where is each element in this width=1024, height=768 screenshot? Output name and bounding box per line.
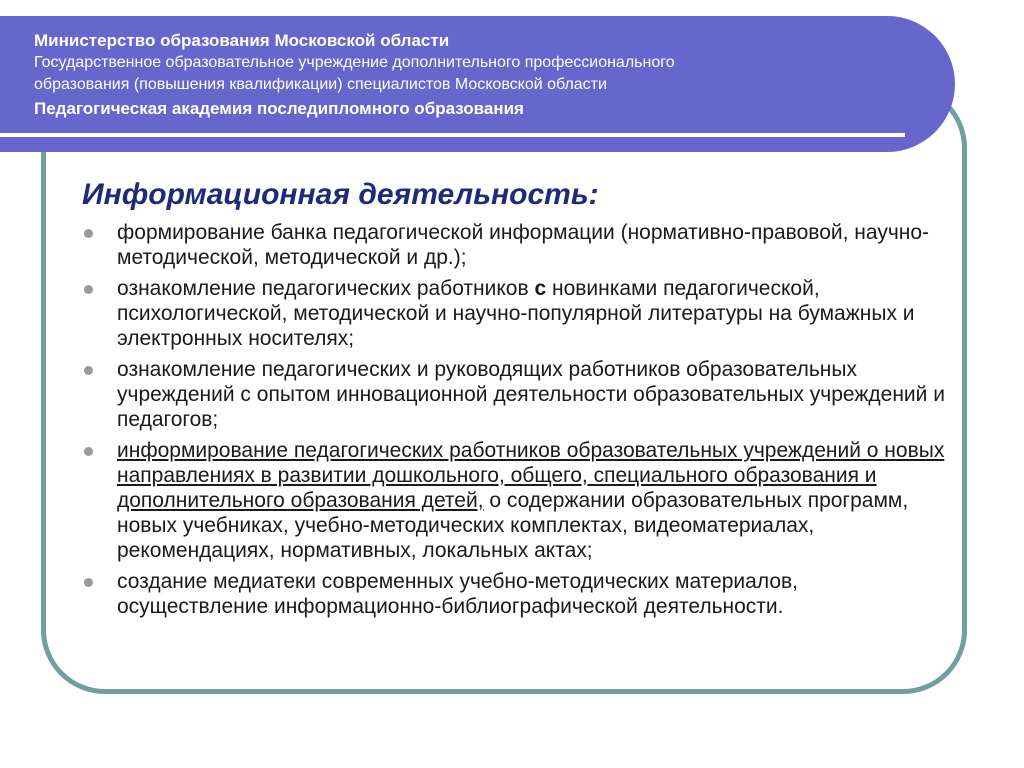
header: [34, 30, 894, 120]
list-item: [82, 276, 952, 351]
page-title: Информационная деятельность:: [82, 178, 599, 211]
list-item-text-bold: с: [534, 277, 547, 300]
ministry-name: Министерство образования Московской области: [34, 31, 450, 50]
list-item-text: формирование банка педагогической информации (нормативно-правовой, научно-методической, методической и др.);: [117, 221, 930, 269]
list-item-text: ознакомление педагогических и руководящих работников образовательных учреждений с опытом инновационной деятельности образовательных учреждений и педагогов;: [117, 358, 945, 431]
list-item-text-underlined: информирование педагогических работников образовательных учреждений о новых направлениях в развитии дошкольного, общего, специального образования и дополнительного образования детей,: [117, 439, 945, 512]
bullet-icon: [84, 229, 93, 238]
institution-line-2: образования (повышения квалификации) специалистов Московской области: [34, 76, 607, 93]
bullet-icon: [84, 578, 93, 587]
list-item: [82, 357, 952, 432]
list-item-text-before: ознакомление педагогических работников: [117, 277, 535, 300]
list-item: [82, 220, 952, 270]
list-item-text-after: новинками педагогической, психологической, методической и научно-популярной литературы на бумажных и электронных носителях;: [117, 277, 915, 350]
academy-name: Педагогическая академия последипломного образования: [34, 99, 524, 118]
bullet-list: [82, 220, 952, 619]
main-content: [82, 176, 952, 625]
list-item: [82, 438, 952, 563]
list-item: [82, 569, 952, 619]
bullet-icon: [84, 447, 93, 456]
list-item-text-after: о содержании образовательных программ, новых учебниках, учебно-методических комплектах, видеоматериалах, рекомендациях, нормативных, локальных актах;: [117, 489, 909, 562]
list-item-text: создание медиатеки современных учебно-методических материалов, осуществление информационно-библиографической деятельности.: [117, 570, 798, 618]
institution-line-1: Государственное образовательное учреждение дополнительного профессионального: [34, 54, 675, 71]
bullet-icon: [84, 366, 93, 375]
header-divider: [0, 133, 905, 137]
bullet-icon: [84, 285, 93, 294]
